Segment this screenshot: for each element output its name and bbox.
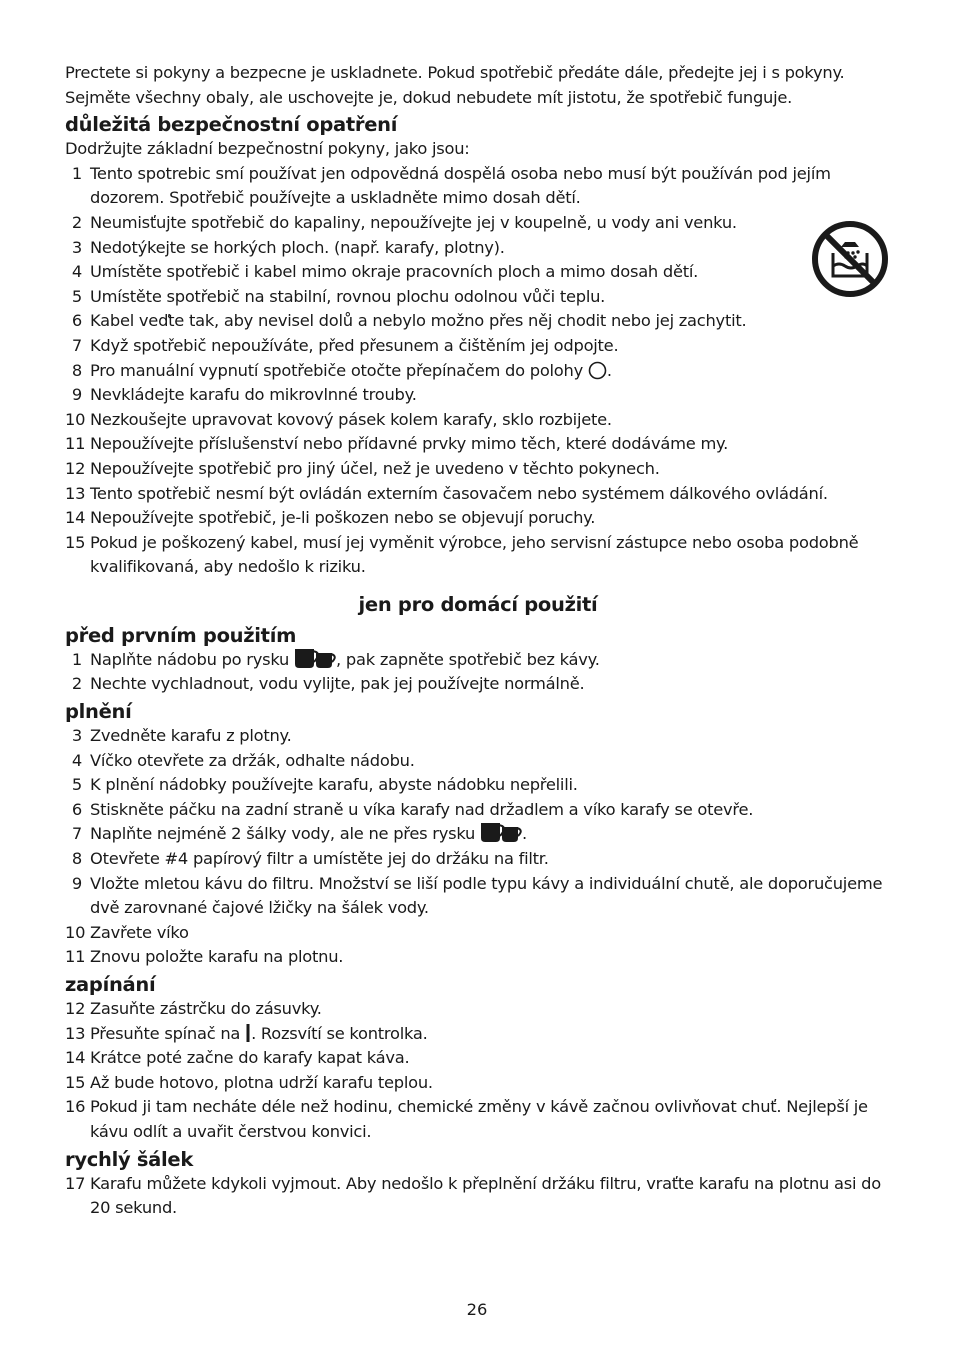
item-number: 15	[65, 1072, 86, 1092]
item-number: 17	[65, 1173, 86, 1193]
item-number: 14	[65, 1048, 86, 1068]
item-number: 14	[65, 508, 86, 528]
item-number: 12	[65, 458, 86, 478]
item-number: 7	[71, 335, 82, 355]
item-text: Stiskněte páčku na zadní straně u víka karafy nad držadlem a víko karafy se otevře.	[90, 799, 754, 819]
list-item	[65, 872, 891, 921]
item-text: Nepoužívejte spotřebič, je-li poškozen nebo se objevují poruchy.	[90, 508, 596, 528]
list-item	[65, 285, 891, 310]
item-text: Nedotýkejte se horkých ploch. (např. karafy, plotny).	[90, 237, 505, 257]
list-item	[65, 773, 891, 798]
item-text-part: .	[606, 360, 612, 380]
item-text: Až bude hotovo, plotna udrží karafu teplou.	[90, 1072, 433, 1092]
item-text	[90, 359, 891, 384]
list-item	[65, 1022, 891, 1047]
item-text: Kabel veďte tak, aby nevisel dolů a nebylo možno přes něj chodit nebo jej zachytit.	[90, 311, 747, 331]
quick-cup-list	[65, 1172, 891, 1221]
safety-list	[65, 162, 891, 580]
item-text: Pokud ji tam necháte déle než hodinu, chemické změny v kávě začnou ovlivňovat chuť. Nejlepší je kávu odlít a uvařit čerstvou konvici.	[90, 1097, 868, 1141]
item-number: 11	[65, 434, 86, 454]
item-number: 16	[65, 1097, 86, 1117]
item-number: 6	[71, 311, 82, 331]
item-text-part: Naplňte nejméně 2 šálky vody, ale ne přes rysku	[90, 824, 476, 844]
first-use-list	[65, 648, 891, 697]
list-item	[65, 236, 891, 261]
off-circle-icon	[588, 361, 607, 380]
item-number: 13	[65, 483, 86, 503]
list-item	[65, 822, 891, 847]
safety-heading: důležitá bezpečnostní opatření	[65, 113, 398, 137]
domestic-use-heading: jen pro domácí použití	[358, 592, 598, 616]
item-text	[90, 648, 891, 673]
filling-list	[65, 724, 891, 970]
item-number: 10	[65, 409, 86, 429]
list-item	[65, 309, 891, 334]
item-number: 5	[71, 775, 82, 795]
page-content	[65, 61, 891, 1221]
item-text: Zasuňte zástrčku do zásuvky.	[90, 999, 322, 1018]
item-text: Pokud je poškozený kabel, musí jej vyměnit výrobce, jeho servisní zástupce nebo osoba podobně kvalifikovaná, aby nedošlo k riziku.	[90, 532, 859, 577]
item-number: 9	[71, 385, 82, 405]
item-number: 3	[71, 237, 82, 257]
list-item	[65, 1046, 891, 1071]
list-item	[65, 482, 891, 507]
list-item	[65, 162, 891, 211]
item-number: 3	[71, 726, 82, 746]
item-text	[90, 1022, 891, 1047]
switching-on-heading: zapínání	[65, 973, 156, 996]
item-text: Krátce poté začne do karafy kapat káva.	[90, 1048, 410, 1068]
item-text: Tento spotřebič nesmí být ovládán externím časovačem nebo systémem dálkového ovládání.	[90, 483, 828, 503]
item-text: Když spotřebič nepoužíváte, před přesunem a čištěním jej odpojte.	[90, 335, 619, 355]
list-item	[65, 648, 891, 673]
list-item	[65, 408, 891, 433]
item-text: Umístěte spotřebič i kabel mimo okraje pracovních ploch a mimo dosah dětí.	[90, 262, 699, 282]
item-text-part: . Rozsvítí se kontrolka.	[251, 1023, 428, 1043]
quick-cup-heading: rychlý šálek	[65, 1147, 193, 1171]
item-number: 7	[71, 824, 82, 844]
item-number: 1	[71, 649, 82, 669]
list-item	[65, 383, 891, 408]
item-text: Umístěte spotřebič na stabilní, rovnou plochu odolnou vůči teplu.	[90, 286, 606, 306]
item-text-part: .	[522, 824, 527, 844]
two-cups-icon	[294, 648, 336, 669]
item-number: 13	[65, 1023, 86, 1043]
list-item	[65, 260, 891, 285]
item-number: 15	[65, 532, 86, 552]
item-number: 8	[71, 849, 82, 869]
item-text-part: Pro manuální vypnutí spotřebiče otočte přepínačem do polohy	[90, 360, 583, 380]
item-text: Tento spotrebic smí používat jen odpovědná dospělá osoba nebo musí být používán pod jejím dozorem. Spotřebič používejte a uskladněte mimo dosah dětí.	[90, 163, 831, 208]
item-text-part: Přesuňte spínač na	[90, 1023, 241, 1043]
list-item	[65, 211, 891, 236]
item-text: Otevřete #4 papírový filtr a umístěte jej do držáku na filtr.	[90, 849, 549, 869]
item-text: Nevkládejte karafu do mikrovlnné trouby.	[90, 385, 417, 405]
list-item	[65, 457, 891, 482]
item-number: 1	[71, 163, 82, 183]
list-item	[65, 945, 891, 970]
item-number: 5	[71, 286, 82, 306]
item-number: 2	[71, 212, 82, 232]
filling-heading: plnění	[65, 700, 132, 724]
list-item	[65, 1071, 891, 1096]
item-text: Vložte mletou kávu do filtru. Množství se liší podle typu kávy a individuální chutě, ale doporučujeme dvě zarovnané čajové lžičky na šálek vody.	[90, 873, 883, 918]
item-text: Nezkoušejte upravovat kovový pásek kolem karafy, sklo rozbijete.	[90, 409, 612, 429]
intro-paragraph: Prectete si pokyny a bezpecne je uskladnete. Pokud spotřebič předáte dále, předejte jej i s pokyny. Sejměte všechny obaly, ale uschovejte je, dokud nebudete mít jistotu, že spotřebič funguje.	[65, 63, 845, 107]
list-item	[65, 672, 891, 697]
item-text: K plnění nádobky používejte karafu, abyste nádobku nepřelili.	[90, 775, 578, 795]
item-text: Znovu položte karafu na plotnu.	[90, 947, 344, 967]
first-use-heading: před prvním použitím	[65, 623, 297, 647]
list-item	[65, 432, 891, 457]
item-text: Zavřete víko	[90, 922, 189, 942]
item-text	[90, 822, 891, 847]
item-number: 2	[71, 674, 82, 694]
list-item	[65, 847, 891, 872]
safety-lead: Dodržujte základní bezpečnostní pokyny, jako jsou:	[65, 139, 470, 159]
item-number: 8	[71, 360, 82, 380]
two-cups-icon	[480, 822, 522, 843]
page-number: 26	[466, 1300, 488, 1319]
list-item	[65, 334, 891, 359]
item-number: 10	[65, 922, 86, 942]
item-text: Nepoužívejte příslušenství nebo přídavné prvky mimo těch, které dodáváme my.	[90, 434, 729, 454]
list-item	[65, 531, 891, 580]
list-item	[65, 997, 891, 1022]
item-text-part: Naplňte nádobu po rysku	[90, 649, 290, 669]
item-text: Nechte vychladnout, vodu vylijte, pak jej používejte normálně.	[90, 674, 585, 694]
no-water-immersion-icon	[811, 220, 889, 298]
list-item	[65, 798, 891, 823]
item-text: Neumisťujte spotřebič do kapaliny, nepoužívejte jej v koupelně, u vody ani venku.	[90, 212, 737, 232]
item-number: 6	[71, 799, 82, 819]
item-text: Nepoužívejte spotřebič pro jiný účel, než je uvedeno v těchto pokynech.	[90, 458, 660, 478]
item-text: Víčko otevřete za držák, odhalte nádobu.	[90, 750, 415, 770]
list-item	[65, 359, 891, 384]
list-item	[65, 1172, 891, 1221]
list-item	[65, 506, 891, 531]
list-item	[65, 921, 891, 946]
item-text: Karafu můžete kdykoli vyjmout. Aby nedošlo k přeplnění držáku filtru, vraťte karafu na plotnu asi do 20 sekund.	[90, 1173, 881, 1218]
item-number: 4	[71, 262, 82, 282]
item-text-part: , pak zapněte spotřebič bez kávy.	[336, 649, 600, 669]
switching-on-list	[65, 997, 891, 1145]
list-item	[65, 724, 891, 749]
item-number: 4	[71, 750, 82, 770]
item-number: 11	[65, 947, 86, 967]
item-text: Zvedněte karafu z plotny.	[90, 726, 292, 746]
list-item	[65, 749, 891, 774]
list-item	[65, 1095, 891, 1144]
item-number: 9	[71, 873, 82, 893]
item-number: 12	[65, 999, 86, 1018]
